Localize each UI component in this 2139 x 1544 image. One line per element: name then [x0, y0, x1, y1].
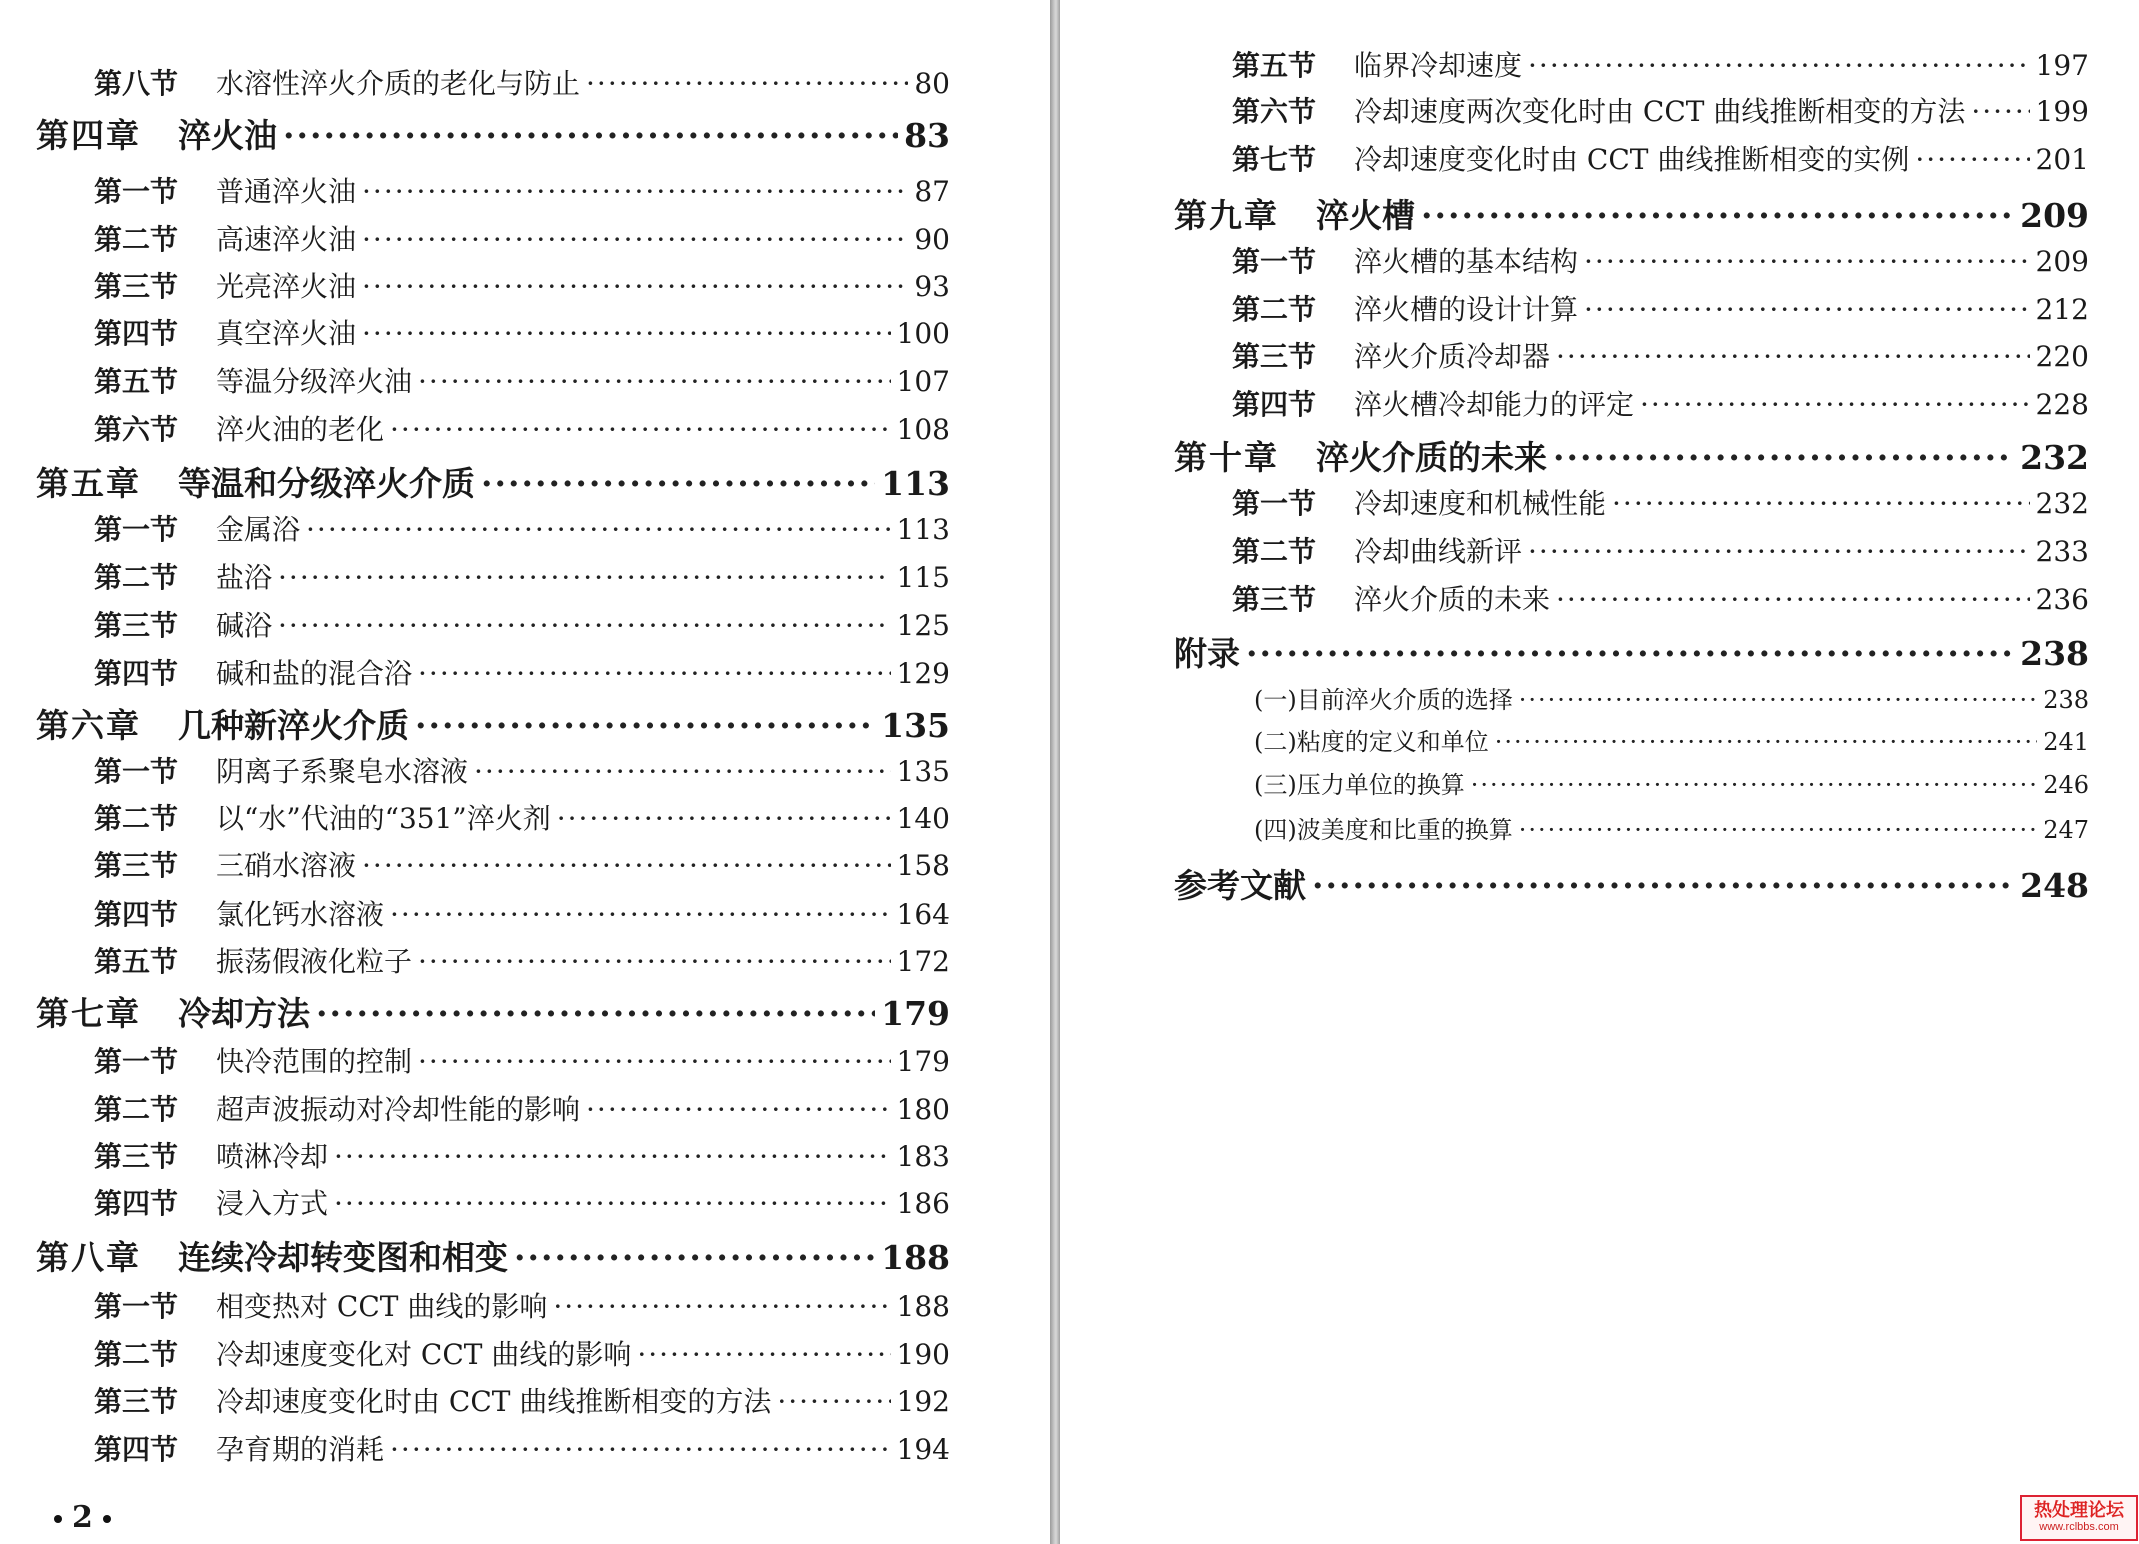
toc-section-entry: [1232, 90, 2089, 130]
toc-section-entry: [94, 893, 950, 933]
toc-section-entry: [94, 1040, 950, 1080]
toc-section-entry: [1232, 138, 2089, 178]
entry-label: 第四节: [94, 1433, 179, 1466]
entry-label: 第二节: [94, 223, 179, 256]
entry-title: 淬火介质的未来: [1354, 583, 1551, 616]
toc-section-entry: [94, 1428, 950, 1468]
entry-label: 第三节: [94, 849, 179, 882]
entry-label: 第五节: [94, 365, 179, 398]
entry-page-number: 232: [2035, 487, 2089, 520]
toc-section-entry: [94, 556, 950, 596]
leader-dots: [390, 413, 891, 446]
leader-dots: [514, 1238, 875, 1277]
toc-section-entry: [94, 1333, 950, 1373]
entry-page-number: 186: [896, 1187, 950, 1220]
leader-dots: [418, 945, 891, 978]
entry-title: 几种新淬火介质: [178, 706, 409, 745]
entry-page-number: 233: [2035, 535, 2089, 568]
entry-title: 高速淬火油: [216, 223, 357, 256]
leader-dots: [586, 1093, 891, 1126]
toc-chapter-entry: [36, 700, 950, 747]
toc-section-entry: [94, 508, 950, 548]
entry-title: 冷却速度两次变化时由 CCT 曲线推断相变的方法: [1354, 95, 1966, 128]
leader-dots: [316, 994, 875, 1033]
toc-chapter-entry: [1174, 432, 2089, 479]
toc-chapter-entry: [36, 988, 950, 1035]
entry-title: 振荡假液化粒子: [216, 945, 413, 978]
entry-page-number: 241: [2043, 728, 2089, 756]
toc-section-entry: [94, 844, 950, 884]
entry-label: 第一节: [1232, 487, 1317, 520]
forum-watermark-stamp: [2020, 1495, 2138, 1541]
leader-dots: [1495, 728, 2037, 756]
entry-title: 真空淬火油: [216, 317, 357, 350]
entry-page-number: 238: [2020, 634, 2089, 673]
toc-chapter-entry: [1174, 628, 2089, 675]
entry-title: (一)目前淬火介质的选择: [1254, 686, 1513, 714]
entry-label: 第六章: [36, 706, 141, 745]
entry-label: 第七节: [1232, 143, 1317, 176]
entry-title: 淬火槽的基本结构: [1354, 245, 1579, 278]
entry-page-number: 135: [896, 755, 950, 788]
leader-dots: [283, 116, 898, 155]
toc-chapter-entry: [36, 110, 950, 157]
entry-page-number: 188: [881, 1238, 950, 1277]
leader-dots: [1556, 583, 2030, 616]
entry-label: 第四节: [1232, 388, 1317, 421]
entry-label: 第二节: [94, 1338, 179, 1371]
toc-appendix-entry: [1254, 722, 2089, 757]
entry-page-number: 83: [904, 116, 950, 155]
entry-page-number: 108: [896, 413, 950, 446]
leader-dots: [1971, 95, 2029, 128]
folio-number: 2: [72, 1500, 93, 1535]
entry-title: 以“水”代油的“351”淬火剂: [216, 802, 551, 835]
toc-section-entry: [94, 750, 950, 790]
leader-dots: [278, 561, 891, 594]
entry-title: 冷却速度变化时由 CCT 曲线推断相变的实例: [1354, 143, 1910, 176]
entry-title: 等温分级淬火油: [216, 365, 413, 398]
entry-title: 等温和分级淬火介质: [178, 464, 475, 503]
entry-page-number: 125: [896, 609, 950, 642]
entry-label: 第一节: [94, 1045, 179, 1078]
entry-title: 孕育期的消耗: [216, 1433, 385, 1466]
watermark-url: www.rclbbs.com: [2039, 1521, 2119, 1533]
toc-section-entry: [94, 62, 950, 102]
leader-dots: [1584, 245, 2030, 278]
entry-label: 第二节: [94, 1093, 179, 1126]
entry-label: 第六节: [94, 413, 179, 446]
entry-page-number: 201: [2035, 143, 2089, 176]
leader-dots: [1312, 866, 2014, 905]
entry-page-number: 158: [896, 849, 950, 882]
entry-title: 淬火槽冷却能力的评定: [1354, 388, 1635, 421]
leader-dots: [306, 513, 891, 546]
entry-label: 第三节: [94, 1140, 179, 1173]
toc-appendix-entry: [1254, 765, 2089, 800]
leader-dots: [362, 270, 908, 303]
entry-title: 碱浴: [216, 609, 273, 642]
entry-label: 第三节: [1232, 340, 1317, 373]
entry-label: 第二节: [1232, 535, 1317, 568]
toc-section-entry: [1232, 240, 2089, 280]
page-folio: [44, 1500, 121, 1535]
entry-title: 冷却速度变化对 CCT 曲线的影响: [216, 1338, 632, 1371]
entry-label: 第三节: [94, 1385, 179, 1418]
entry-page-number: 212: [2035, 293, 2089, 326]
entry-label: 第五章: [36, 464, 141, 503]
entry-page-number: 192: [896, 1385, 950, 1418]
entry-page-number: 236: [2035, 583, 2089, 616]
leader-dots: [1421, 196, 2014, 235]
entry-title: 淬火介质的未来: [1316, 438, 1547, 477]
entry-title: 盐浴: [216, 561, 273, 594]
entry-title: 参考文献: [1174, 866, 1306, 905]
entry-title: 普通淬火油: [216, 175, 357, 208]
leader-dots: [390, 1433, 891, 1466]
entry-page-number: 238: [2043, 686, 2089, 714]
leader-dots: [637, 1338, 890, 1371]
left-page: [0, 0, 1048, 1544]
entry-page-number: 197: [2035, 49, 2089, 82]
leader-dots: [418, 365, 891, 398]
leader-dots: [1519, 816, 2037, 844]
entry-page-number: 113: [896, 513, 950, 546]
toc-section-entry: [1232, 578, 2089, 618]
entry-title: 附录: [1174, 634, 1240, 673]
toc-section-entry: [1232, 482, 2089, 522]
toc-section-entry: [94, 218, 950, 258]
entry-label: 第一节: [94, 175, 179, 208]
entry-title: 快冷范围的控制: [216, 1045, 413, 1078]
entry-title: 冷却速度变化时由 CCT 曲线推断相变的方法: [216, 1385, 772, 1418]
entry-label: 第九章: [1174, 196, 1279, 235]
entry-title: 淬火介质冷却器: [1354, 340, 1551, 373]
watermark-title: 热处理论坛: [2034, 1500, 2124, 1520]
entry-page-number: 113: [881, 464, 950, 503]
entry-page-number: 129: [896, 657, 950, 690]
leader-dots: [474, 755, 891, 788]
toc-section-entry: [94, 312, 950, 352]
entry-page-number: 188: [896, 1290, 950, 1323]
entry-label: 第六节: [1232, 95, 1317, 128]
entry-title: (四)波美度和比重的换算: [1254, 816, 1513, 844]
entry-page-number: 179: [881, 994, 950, 1033]
toc-section-entry: [1232, 44, 2089, 84]
entry-page-number: 90: [914, 223, 950, 256]
leader-dots: [586, 67, 908, 100]
entry-label: 第一节: [94, 513, 179, 546]
toc-section-entry: [94, 408, 950, 448]
folio-dot: [103, 1515, 111, 1523]
entry-label: 第二节: [94, 561, 179, 594]
entry-title: 冷却速度和机械性能: [1354, 487, 1607, 520]
leader-dots: [418, 1045, 891, 1078]
entry-page-number: 194: [896, 1433, 950, 1466]
entry-title: 冷却方法: [178, 994, 310, 1033]
entry-label: 第七章: [36, 994, 141, 1033]
leader-dots: [334, 1140, 891, 1173]
entry-page-number: 190: [896, 1338, 950, 1371]
entry-label: 第四节: [94, 898, 179, 931]
entry-title: 连续冷却转变图和相变: [178, 1238, 508, 1277]
page-divider: [1050, 0, 1060, 1544]
leader-dots: [334, 1187, 891, 1220]
leader-dots: [362, 317, 891, 350]
entry-label: 第三节: [94, 270, 179, 303]
toc-section-entry: [94, 360, 950, 400]
entry-page-number: 183: [896, 1140, 950, 1173]
entry-title: 临界冷却速度: [1354, 49, 1523, 82]
leader-dots: [777, 1385, 890, 1418]
leader-dots: [1519, 686, 2037, 714]
entry-page-number: 209: [2020, 196, 2089, 235]
entry-label: 第四节: [94, 657, 179, 690]
toc-chapter-entry: [1174, 860, 2089, 907]
toc-chapter-entry: [1174, 190, 2089, 237]
leader-dots: [1246, 634, 2014, 673]
entry-title: 金属浴: [216, 513, 301, 546]
toc-section-entry: [94, 797, 950, 837]
entry-page-number: 80: [914, 67, 950, 100]
leader-dots: [362, 175, 908, 208]
entry-label: 第一节: [94, 1290, 179, 1323]
entry-label: 第四节: [94, 1187, 179, 1220]
entry-title: 氯化钙水溶液: [216, 898, 385, 931]
entry-page-number: 115: [896, 561, 950, 594]
entry-page-number: 179: [896, 1045, 950, 1078]
leader-dots: [418, 657, 891, 690]
toc-section-entry: [94, 170, 950, 210]
leader-dots: [1612, 487, 2030, 520]
entry-page-number: 100: [896, 317, 950, 350]
leader-dots: [553, 1290, 890, 1323]
toc-section-entry: [94, 1088, 950, 1128]
entry-page-number: 93: [914, 270, 950, 303]
leader-dots: [390, 898, 891, 931]
entry-page-number: 87: [914, 175, 950, 208]
entry-page-number: 246: [2043, 771, 2089, 799]
leader-dots: [1584, 293, 2030, 326]
leader-dots: [1528, 49, 2030, 82]
toc-section-entry: [94, 652, 950, 692]
entry-label: 第三节: [94, 609, 179, 642]
toc-section-entry: [1232, 530, 2089, 570]
entry-title: 冷却曲线新评: [1354, 535, 1523, 568]
entry-page-number: 232: [2020, 438, 2089, 477]
entry-label: 第一节: [1232, 245, 1317, 278]
entry-label: 第八节: [94, 67, 179, 100]
entry-page-number: 180: [896, 1093, 950, 1126]
leader-dots: [362, 223, 908, 256]
leader-dots: [1553, 438, 2014, 477]
entry-page-number: 247: [2043, 816, 2089, 844]
leader-dots: [481, 464, 875, 503]
toc-section-entry: [94, 1285, 950, 1325]
entry-page-number: 140: [896, 802, 950, 835]
entry-label: 第八章: [36, 1238, 141, 1277]
leader-dots: [1640, 388, 2030, 421]
entry-title: 三硝水溶液: [216, 849, 357, 882]
entry-label: 第四节: [94, 317, 179, 350]
entry-page-number: 135: [881, 706, 950, 745]
entry-label: 第五节: [1232, 49, 1317, 82]
toc-chapter-entry: [36, 1232, 950, 1279]
entry-page-number: 228: [2035, 388, 2089, 421]
entry-label: 第十章: [1174, 438, 1279, 477]
entry-title: 水溶性淬火介质的老化与防止: [216, 67, 581, 100]
entry-label: 第二节: [1232, 293, 1317, 326]
entry-page-number: 164: [896, 898, 950, 931]
toc-appendix-entry: [1254, 810, 2089, 845]
entry-title: 碱和盐的混合浴: [216, 657, 413, 690]
entry-label: 第二节: [94, 802, 179, 835]
entry-page-number: 172: [896, 945, 950, 978]
leader-dots: [1915, 143, 2029, 176]
toc-section-entry: [94, 1182, 950, 1222]
entry-title: 淬火油: [178, 116, 277, 155]
entry-page-number: 107: [896, 365, 950, 398]
toc-section-entry: [94, 1135, 950, 1175]
entry-title: 浸入方式: [216, 1187, 329, 1220]
leader-dots: [362, 849, 891, 882]
leader-dots: [1556, 340, 2030, 373]
toc-section-entry: [94, 265, 950, 305]
toc-appendix-entry: [1254, 680, 2089, 715]
entry-label: 第一节: [94, 755, 179, 788]
entry-page-number: 220: [2035, 340, 2089, 373]
toc-section-entry: [94, 940, 950, 980]
entry-label: 第五节: [94, 945, 179, 978]
entry-title: 阴离子系聚皂水溶液: [216, 755, 469, 788]
entry-title: (二)粘度的定义和单位: [1254, 728, 1489, 756]
entry-page-number: 248: [2020, 866, 2089, 905]
entry-title: (三)压力单位的换算: [1254, 771, 1465, 799]
leader-dots: [557, 802, 891, 835]
entry-title: 相变热对 CCT 曲线的影响: [216, 1290, 548, 1323]
toc-section-entry: [94, 1380, 950, 1420]
toc-section-entry: [1232, 335, 2089, 375]
entry-title: 淬火槽: [1316, 196, 1415, 235]
entry-page-number: 209: [2035, 245, 2089, 278]
right-page: [1062, 0, 2139, 1544]
entry-label: 第三节: [1232, 583, 1317, 616]
leader-dots: [415, 706, 875, 745]
entry-title: 光亮淬火油: [216, 270, 357, 303]
toc-section-entry: [1232, 383, 2089, 423]
leader-dots: [1471, 771, 2037, 799]
entry-label: 第四章: [36, 116, 141, 155]
leader-dots: [1528, 535, 2030, 568]
entry-title: 超声波振动对冷却性能的影响: [216, 1093, 581, 1126]
toc-section-entry: [94, 604, 950, 644]
entry-title: 喷淋冷却: [216, 1140, 329, 1173]
toc-section-entry: [1232, 288, 2089, 328]
entry-title: 淬火槽的设计计算: [1354, 293, 1579, 326]
toc-chapter-entry: [36, 458, 950, 505]
entry-title: 淬火油的老化: [216, 413, 385, 446]
leader-dots: [278, 609, 891, 642]
folio-dot: [54, 1515, 62, 1523]
entry-page-number: 199: [2035, 95, 2089, 128]
